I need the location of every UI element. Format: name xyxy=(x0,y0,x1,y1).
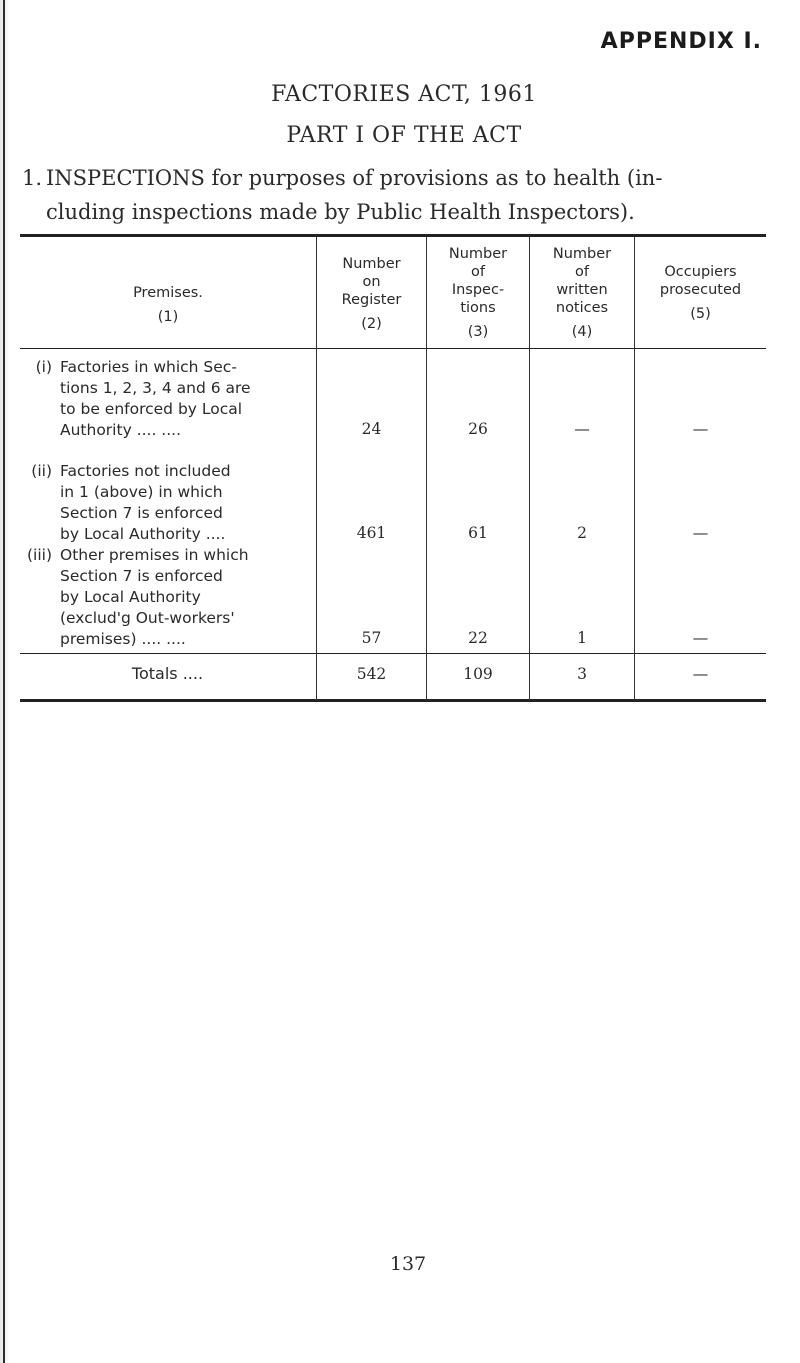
section-text xyxy=(46,161,782,229)
header-number-of-inspections xyxy=(427,245,529,341)
row-label-line: Factories not included xyxy=(60,462,231,480)
header-occupiers-prosecuted xyxy=(635,263,766,323)
header-notices-line-1: Number xyxy=(552,246,612,262)
header-inspections-colnum: (3) xyxy=(467,324,489,340)
totals-cell: — xyxy=(692,665,709,683)
header-premises-label: Premises. xyxy=(133,285,203,301)
row-label-line: premises) .... .... xyxy=(60,630,186,648)
header-bottom-rule xyxy=(20,348,766,349)
table-cell: 1 xyxy=(577,629,587,647)
row-label-line: to be enforced by Local xyxy=(60,400,243,418)
row-label-line: Other premises in which xyxy=(60,546,249,564)
header-inspections-line-4: tions xyxy=(460,300,496,316)
table-cell: 26 xyxy=(468,420,488,438)
table-cell: — xyxy=(692,629,709,647)
row-label-line: (exclud'g Out-workers' xyxy=(60,609,235,627)
header-prosecuted-line-2: prosecuted xyxy=(659,282,742,298)
header-inspections-line-3: Inspec- xyxy=(451,282,505,298)
header-register-line-1: Number xyxy=(342,256,401,272)
table-cell: 461 xyxy=(356,524,387,542)
section-line-1: INSPECTIONS for purposes of provisions as to health (in- xyxy=(46,166,663,190)
table-cell: 61 xyxy=(468,524,488,542)
header-number-on-register xyxy=(317,255,426,333)
totals-cell: 542 xyxy=(356,665,387,683)
row-label-line: in 1 (above) in which xyxy=(60,483,223,501)
header-notices-line-2: of xyxy=(575,264,589,280)
totals-cell: 109 xyxy=(463,665,493,683)
document-subtitle: PART I OF THE ACT xyxy=(286,123,522,148)
table-cell: 2 xyxy=(577,524,587,542)
table-cell: 24 xyxy=(361,420,382,438)
table-cell: — xyxy=(574,420,590,438)
section-line-2: cluding inspections made by Public Health Inspectors). xyxy=(46,200,635,224)
header-notices-line-4: notices xyxy=(555,300,609,316)
page-number: 137 xyxy=(389,1253,427,1275)
row-index: (iii) xyxy=(26,546,52,564)
row-index: (ii) xyxy=(31,462,52,480)
totals-label: Totals .... xyxy=(131,664,204,683)
totals-top-rule xyxy=(20,653,766,654)
header-premises-colnum: (1) xyxy=(157,309,179,325)
header-inspections-line-2: of xyxy=(471,264,485,280)
row-label-line: tions 1, 2, 3, 4 and 6 are xyxy=(60,379,251,397)
header-notices-colnum: (4) xyxy=(571,324,593,340)
header-register-colnum: (2) xyxy=(361,316,382,332)
header-number-of-written-notices xyxy=(530,245,634,341)
header-register-line-2: on xyxy=(362,274,381,290)
table-cell: 57 xyxy=(361,629,382,647)
header-notices-line-3: written xyxy=(556,282,608,298)
table-cell: — xyxy=(692,524,709,542)
table-cell: 22 xyxy=(468,629,488,647)
page-binding-edge xyxy=(3,0,5,1363)
header-register-line-3: Register xyxy=(341,292,402,308)
row-label-line: Section 7 is enforced xyxy=(60,504,223,522)
appendix-heading: APPENDIX I. xyxy=(600,29,762,54)
row-label-line: by Local Authority xyxy=(60,588,201,606)
section-number: 1. xyxy=(22,166,43,190)
table-top-rule xyxy=(20,234,766,237)
document-title: FACTORIES ACT, 1961 xyxy=(271,82,537,107)
row-label-line: Factories in which Sec- xyxy=(60,358,237,376)
row-label-line: Section 7 is enforced xyxy=(60,567,223,585)
header-inspections-line-1: Number xyxy=(448,246,508,262)
row-label-line: by Local Authority .... xyxy=(60,525,226,543)
header-premises xyxy=(20,284,316,326)
row-label-line: Authority .... .... xyxy=(60,421,182,439)
header-prosecuted-line-1: Occupiers xyxy=(664,264,737,280)
totals-cell: 3 xyxy=(577,665,587,683)
table-bottom-rule xyxy=(20,699,766,702)
row-index: (i) xyxy=(35,358,52,376)
page-spine-shadow xyxy=(0,0,10,1363)
table-cell: — xyxy=(692,420,709,438)
header-prosecuted-colnum: (5) xyxy=(690,306,711,322)
